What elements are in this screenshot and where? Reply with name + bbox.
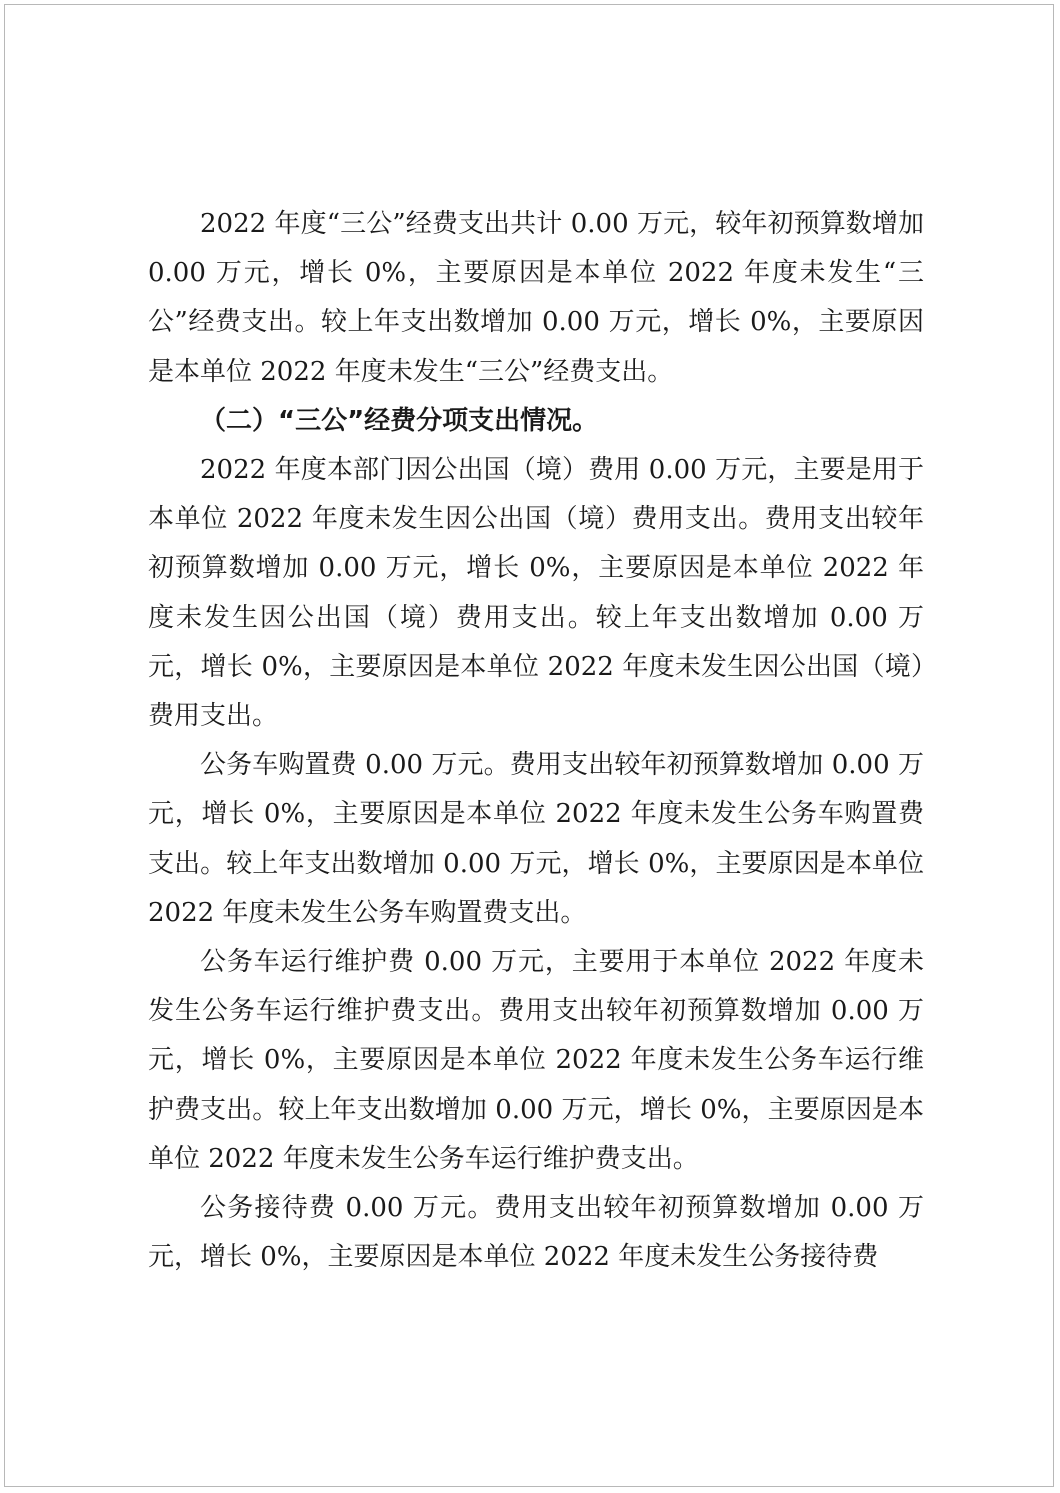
document-body [148,200,924,1282]
paragraph-reception: 公务接待费 0.00 万元。费用支出较年初预算数增加 0.00 万元，增长 0%，主要原因是本单位 2022 年度未发生公务接待费 [148,1193,924,1273]
section-heading: （二）“三公”经费分项支出情况。 [200,405,599,436]
paragraph-overseas-travel: 2022 年度本部门因公出国（境）费用 0.00 万元，主要是用于本单位 2022 年度未发生因公出国（境）费用支出。费用支出较年初预算数增加 0.00 万元，增长 0%，主要原因是本单位 2022 年度未发生因公出国（境）费用支出。较上年支出数增加 0.00 万元，增长 0%，主要原因是本单位 2022 年度未发生因公出国（境）费用支出。 [148,455,924,732]
paragraph-vehicle-maintenance: 公务车运行维护费 0.00 万元，主要用于本单位 2022 年度未发生公务车运行维护费支出。费用支出较年初预算数增加 0.00 万元，增长 0%，主要原因是本单位 2022 年度未发生公务车运行维护费支出。较上年支出数增加 0.00 万元，增长 0%，主要原因是本单位 2022 年度未发生公务车运行维护费支出。 [148,947,924,1174]
paragraph-summary: 2022 年度“三公”经费支出共计 0.00 万元，较年初预算数增加 0.00 万元，增长 0%，主要原因是本单位 2022 年度未发生“三公”经费支出。较上年支出数增加 0.00 万元，增长 0%，主要原因是本单位 2022 年度未发生“三公”经费支出。 [148,209,924,387]
paragraph-vehicle-purchase: 公务车购置费 0.00 万元。费用支出较年初预算数增加 0.00 万元，增长 0%，主要原因是本单位 2022 年度未发生公务车购置费支出。较上年支出数增加 0.00 万元，增长 0%，主要原因是本单位 2022 年度未发生公务车购置费支出。 [148,750,924,928]
document-page [4,4,1054,1487]
